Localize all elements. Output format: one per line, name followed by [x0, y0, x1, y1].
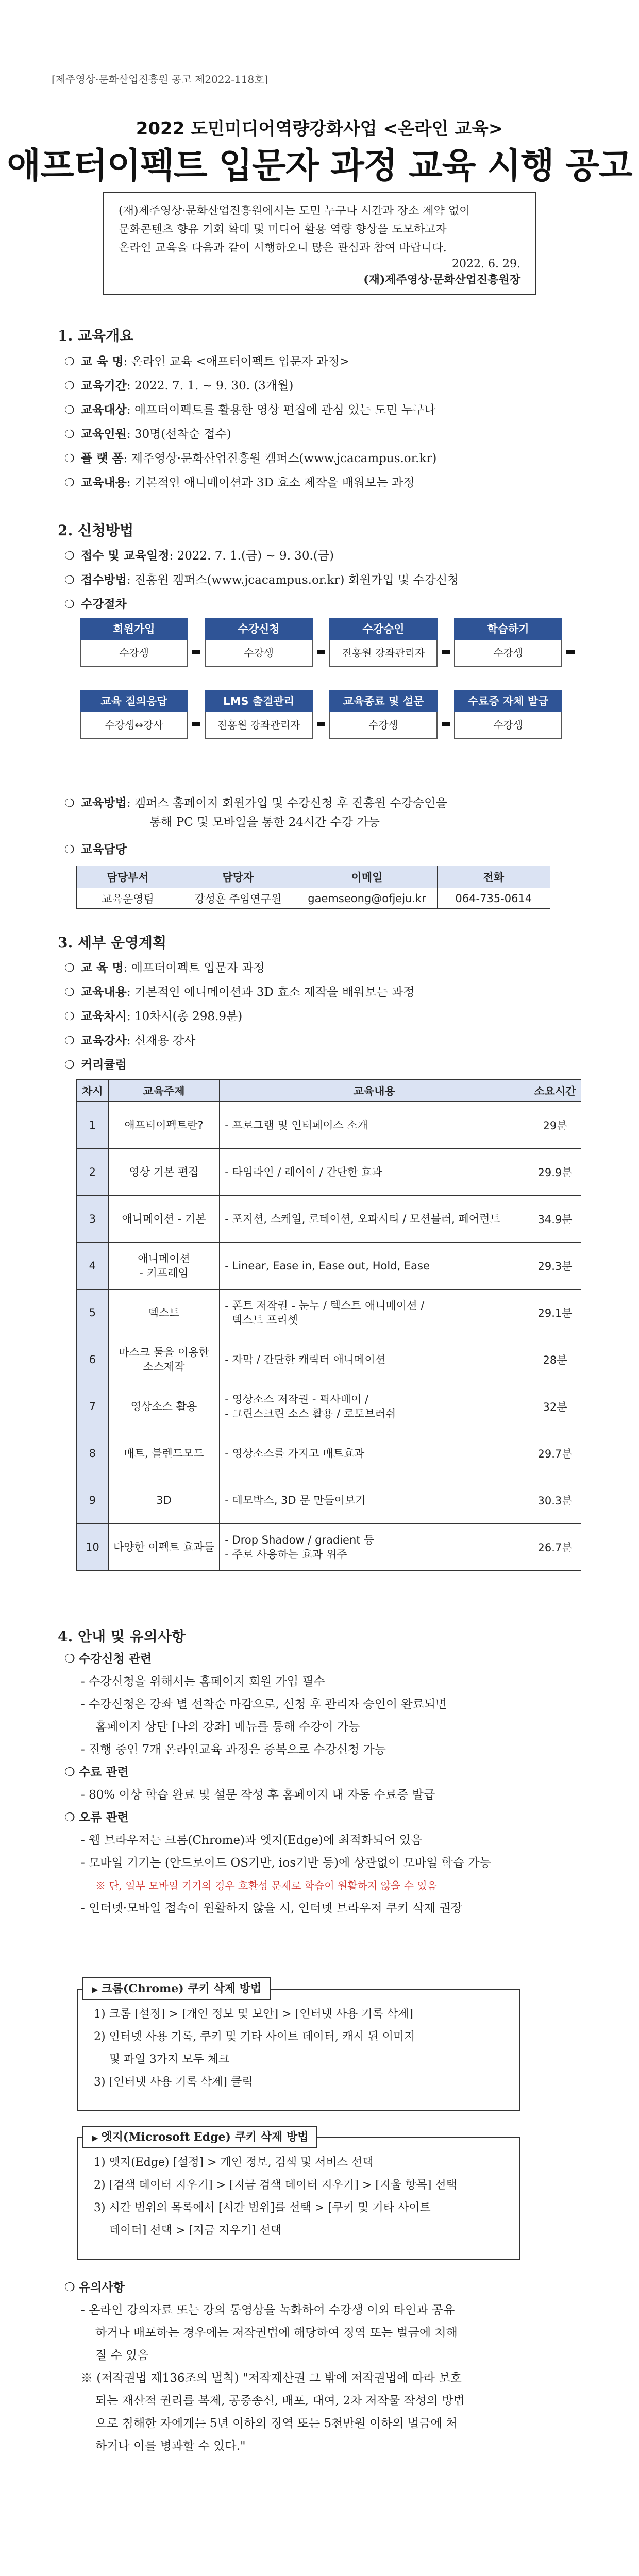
intro-date: 2022. 6. 29. — [452, 258, 520, 270]
page-title: 애프터이펙트 입문자 과정 교육 시행 공고 — [7, 146, 632, 187]
edge-tag: ▶ 엣지(Microsoft Edge) 쿠키 삭제 방법 — [82, 2126, 317, 2148]
intro-org: (재)제주영상·문화산업진흥원장 — [363, 273, 520, 286]
list-item: ❍ 교육방법: 캠퍼스 홈페이지 회원가입 및 수강신청 후 진흥원 수강승인을 통해 PC 및 모바일을 통한 24시간 수강 가능 — [64, 791, 580, 837]
email-link[interactable]: gaemseong@ofjeju.kr — [297, 888, 437, 909]
instruction-line: 2) 인터넷 사용 기록, 쿠키 및 기타 사이트 데이터, 캐시 된 이미지 — [94, 2030, 415, 2043]
curriculum-row — [77, 1243, 581, 1290]
circle-bullet-icon: ❍ — [64, 1652, 79, 1666]
instruction-line: 3) [인터넷 사용 기록 삭제] 클릭 — [94, 2076, 253, 2089]
flow-row — [80, 690, 575, 757]
flow-step: 학습하기 수강생 — [454, 618, 562, 667]
session-topic: 애니메이션 - 키프레임 — [108, 1243, 220, 1290]
instruction-line: 및 파일 3가지 모두 체크 — [109, 2053, 230, 2066]
note-line: 홈페이지 상단 [나의 강좌] 메뉴를 통해 수강이 가능 — [95, 1720, 360, 1734]
session-topic: 영상 기본 편집 — [108, 1149, 220, 1196]
curriculum-row — [77, 1336, 581, 1383]
curriculum-row — [77, 1290, 581, 1336]
session-duration: 26.7분 — [529, 1524, 581, 1571]
flow-step: 교육종료 및 설문 수강생 — [329, 690, 438, 739]
circle-bullet-icon: ❍ — [64, 1035, 75, 1047]
note-line: - 온라인 강의자료 또는 강의 동영상을 녹화하여 수강생 이외 타인과 공유 — [81, 2303, 455, 2317]
contact-table — [76, 866, 550, 909]
flow-connector — [566, 650, 575, 654]
plan-list — [64, 956, 580, 1077]
session-duration: 29.3분 — [529, 1243, 581, 1290]
session-number: 6 — [77, 1336, 109, 1383]
session-duration: 28분 — [529, 1336, 581, 1383]
section-title-overview: 1. 교육개요 — [58, 327, 134, 344]
list-item: ❍ 교육대상: 애프터이펙트를 활용한 영상 편집에 관심 있는 도민 누구나 — [64, 398, 580, 422]
session-number: 4 — [77, 1243, 109, 1290]
curriculum-row — [77, 1524, 581, 1571]
table-header-row: 차시 교육주제 교육내용 소요시간 — [77, 1080, 581, 1102]
flow-step: LMS 출결관리 진흥원 강좌관리자 — [205, 690, 313, 739]
flow-connector — [192, 722, 200, 726]
flow-step: 수강신청 수강생 — [205, 618, 313, 667]
subsection-title: ❍ 수료 관련 — [64, 1765, 129, 1779]
triangle-right-icon: ▶ — [92, 1985, 98, 1994]
note-line: ※ (저작권법 제136조의 벌칙) "저작재산권 그 밖에 저작권법에 따라 보호 — [81, 2371, 462, 2385]
session-duration: 29.1분 — [529, 1290, 581, 1336]
flow-connector — [192, 650, 200, 654]
session-content: - 자막 / 간단한 캐릭터 애니메이션 — [220, 1336, 529, 1383]
session-topic: 애니메이션 - 기본 — [108, 1196, 220, 1243]
circle-bullet-icon: ❍ — [64, 355, 75, 368]
session-duration: 29.7분 — [529, 1430, 581, 1477]
flow-step: 수료증 자체 발급 수강생 — [454, 690, 562, 739]
intro-line: 문화콘텐츠 향유 기회 확대 및 미디어 활용 역량 향상을 도모하고자 — [119, 223, 447, 236]
circle-bullet-icon: ❍ — [64, 1766, 79, 1779]
flow-connector — [317, 650, 325, 654]
list-item: ❍ 접수방법: 진흥원 캠퍼스(www.jcacampus.or.kr) 회원가입 및 수강신청 — [64, 568, 580, 592]
subsection-title: ❍ 수강신청 관련 — [64, 1652, 152, 1666]
intro-box — [103, 192, 536, 295]
flow-step: 교육 질의응답 수강생↔강사 — [80, 690, 188, 739]
session-content: - 포지션, 스케일, 로테이션, 오파시티 / 모션블러, 페어런트 — [220, 1196, 529, 1243]
chrome-instructions-box — [77, 1989, 520, 2111]
circle-bullet-icon: ❍ — [64, 1010, 75, 1023]
section-title-plan: 3. 세부 운영계획 — [58, 934, 167, 951]
list-item: ❍ 교육인원: 30명(선착순 접수) — [64, 422, 580, 446]
session-content: - 타임라인 / 레이어 / 간단한 효과 — [220, 1149, 529, 1196]
edge-instructions-box — [77, 2137, 520, 2260]
note-line: - 수강신청은 강좌 별 선착순 마감으로, 신청 후 관리자 승인이 완료되면 — [81, 1698, 447, 1711]
circle-bullet-icon: ❍ — [64, 986, 75, 999]
session-content: - 프로그램 및 인터페이스 소개 — [220, 1102, 529, 1149]
note-line: 질 수 있음 — [95, 2349, 149, 2362]
method-list — [64, 791, 580, 861]
subsection-title: ❍ 오류 관련 — [64, 1810, 129, 1824]
circle-bullet-icon: ❍ — [64, 477, 75, 489]
circle-bullet-icon: ❍ — [64, 428, 75, 441]
session-duration: 29분 — [529, 1102, 581, 1149]
session-number: 2 — [77, 1149, 109, 1196]
flow-step: 수강승인 진흥원 강좌관리자 — [329, 618, 438, 667]
session-duration: 29.9분 — [529, 1149, 581, 1196]
curriculum-row — [77, 1149, 581, 1196]
session-content: - Drop Shadow / gradient 등 - 주로 사용하는 효과 위주 — [220, 1524, 529, 1571]
warning-note: ※ 단, 일부 모바일 기기의 경우 호환성 문제로 학습이 원활하지 않을 수 있음 — [95, 1879, 437, 1892]
session-content: - 폰트 저작권 - 눈누 / 텍스트 애니메이션 / 텍스트 프리셋 — [220, 1290, 529, 1336]
instruction-line: 2) [검색 데이터 지우기] > [지금 검색 데이터 지우기] > [지울 항목] 선택 — [94, 2179, 457, 2192]
circle-bullet-icon: ❍ — [64, 2281, 79, 2294]
triangle-right-icon: ▶ — [92, 2133, 98, 2143]
enrollment-flow — [80, 618, 575, 757]
list-item: ❍ 교육차시: 10차시(총 298.9분) — [64, 1004, 580, 1028]
session-duration: 32분 — [529, 1383, 581, 1430]
circle-bullet-icon: ❍ — [64, 550, 75, 563]
session-number: 7 — [77, 1383, 109, 1430]
session-number: 1 — [77, 1102, 109, 1149]
chrome-tag: ▶ 크롬(Chrome) 쿠키 삭제 방법 — [82, 1977, 271, 2000]
note-line: 으로 침해한 자에게는 5년 이하의 징역 또는 5천만원 이하의 벌금에 처 — [95, 2417, 458, 2430]
note-line: - 인터넷·모바일 접속이 원활하지 않을 시, 인터넷 브라우저 쿠키 삭제 권장 — [81, 1902, 462, 1915]
list-item: ❍ 교육강사: 신재용 강사 — [64, 1028, 580, 1053]
list-item: ❍ 교육기간: 2022. 7. 1. ~ 9. 30. (3개월) — [64, 374, 580, 398]
table-row: 교육운영팀 강성훈 주임연구원 gaemseong@ofjeju.kr 064-735-0614 — [77, 888, 550, 909]
list-item: ❍ 교육내용: 기본적인 애니메이션과 3D 효소 제작을 배워보는 과정 — [64, 980, 580, 1004]
session-content: - Linear, Ease in, Ease out, Hold, Ease — [220, 1243, 529, 1290]
circle-bullet-icon: ❍ — [64, 380, 75, 393]
session-topic: 매트, 블렌드모드 — [108, 1430, 220, 1477]
session-number: 3 — [77, 1196, 109, 1243]
flow-step: 회원가입 수강생 — [80, 618, 188, 667]
instruction-line: 1) 엣지(Edge) [설정] > 개인 정보, 검색 및 서비스 선택 — [94, 2156, 374, 2169]
list-item: ❍ 교육담당 — [64, 837, 580, 861]
note-line: 되는 재산적 권리를 복제, 공중송신, 배포, 대여, 2차 저작물 작성의 방법 — [95, 2394, 465, 2408]
circle-bullet-icon: ❍ — [64, 404, 75, 417]
intro-line: (재)제주영상·문화산업진흥원에서는 도민 누구나 시간과 장소 제약 없이 — [119, 205, 470, 217]
session-topic: 다양한 이펙트 효과들 — [108, 1524, 220, 1571]
session-content: - 영상소스를 가지고 매트효과 — [220, 1430, 529, 1477]
caution-notes — [64, 2276, 590, 2458]
circle-bullet-icon: ❍ — [64, 843, 75, 856]
circle-bullet-icon: ❍ — [64, 598, 75, 611]
circle-bullet-icon: ❍ — [64, 962, 75, 975]
section-title-apply: 2. 신청방법 — [58, 522, 134, 539]
circle-bullet-icon: ❍ — [64, 1059, 75, 1072]
flow-row — [80, 618, 575, 685]
curriculum-table — [76, 1079, 581, 1571]
list-item: ❍ 교 육 명: 애프터이펙트 입문자 과정 — [64, 956, 580, 980]
note-line: - 웹 브라우저는 크롬(Chrome)과 엣지(Edge)에 최적화되어 있음 — [81, 1834, 423, 1847]
circle-bullet-icon: ❍ — [64, 797, 75, 810]
subsection-title: ❍ 유의사항 — [64, 2280, 125, 2294]
session-number: 10 — [77, 1524, 109, 1571]
instruction-line: 데이터] 선택 > [지금 지우기] 선택 — [109, 2224, 282, 2237]
note-line: - 진행 중인 7개 온라인교육 과정은 중복으로 수강신청 가능 — [81, 1743, 386, 1756]
session-number: 8 — [77, 1430, 109, 1477]
curriculum-row — [77, 1383, 581, 1430]
session-topic: 텍스트 — [108, 1290, 220, 1336]
circle-bullet-icon: ❍ — [64, 452, 75, 465]
intro-line: 온라인 교육을 다음과 같이 시행하오니 많은 관심과 참여 바랍니다. — [119, 242, 447, 255]
project-subtitle: 2022 도민미디어역량강화사업 <온라인 교육> — [136, 118, 503, 139]
circle-bullet-icon: ❍ — [64, 1811, 79, 1824]
session-topic: 마스크 툴을 이용한 소스제작 — [108, 1336, 220, 1383]
list-item: ❍ 수강절차 — [64, 592, 580, 616]
flow-connector — [442, 722, 450, 726]
intro-signature — [363, 257, 520, 287]
session-content: - 영상소스 저작권 - 픽사베이 / - 그린스크린 소스 활용 / 로토브러쉬 — [220, 1383, 529, 1430]
instruction-line: 3) 시간 범위의 목록에서 [시간 범위]를 선택 > [쿠키 및 기타 사이트 — [94, 2201, 431, 2214]
note-line: - 80% 이상 학습 완료 및 설문 작성 후 홈페이지 내 자동 수료증 발급 — [81, 1788, 435, 1802]
apply-notes — [64, 1648, 590, 1920]
list-item: ❍ 접수 및 교육일정: 2022. 7. 1.(금) ~ 9. 30.(금) — [64, 544, 580, 568]
curriculum-row — [77, 1102, 581, 1149]
session-content: - 데모박스, 3D 문 만들어보기 — [220, 1477, 529, 1524]
table-header-row: 담당부서 담당자 이메일 전화 — [77, 866, 550, 888]
session-number: 5 — [77, 1290, 109, 1336]
curriculum-row — [77, 1430, 581, 1477]
session-topic: 영상소스 활용 — [108, 1383, 220, 1430]
note-line: 하거나 배포하는 경우에는 저작권법에 해당하여 징역 또는 벌금에 처해 — [95, 2326, 458, 2340]
notice-number: [제주영상·문화산업진흥원 공고 제2022-118호] — [52, 73, 268, 86]
list-item: ❍ 커리큘럼 — [64, 1053, 580, 1077]
note-line: - 모바일 기기는 (안드로이드 OS기반, ios기반 등)에 상관없이 모바일 학습 가능 — [81, 1856, 491, 1870]
curriculum-row — [77, 1196, 581, 1243]
session-topic: 애프터이펙트란? — [108, 1102, 220, 1149]
flow-connector — [317, 722, 325, 726]
note-line: - 수강신청을 위해서는 홈페이지 회원 가입 필수 — [81, 1675, 325, 1688]
session-number: 9 — [77, 1477, 109, 1524]
session-duration: 30.3분 — [529, 1477, 581, 1524]
instruction-line: 1) 크롬 [설정] > [개인 정보 및 보안] > [인터넷 사용 기록 삭제] — [94, 2008, 413, 2021]
list-item: ❍ 교육내용: 기본적인 애니메이션과 3D 효소 제작을 배워보는 과정 — [64, 470, 580, 495]
flow-connector — [442, 650, 450, 654]
note-line: 하거나 이를 병과할 수 있다." — [95, 2439, 246, 2453]
curriculum-row — [77, 1477, 581, 1524]
session-duration: 34.9분 — [529, 1196, 581, 1243]
circle-bullet-icon: ❍ — [64, 574, 75, 587]
list-item: ❍ 교 육 명: 온라인 교육 <애프터이펙트 입문자 과정> — [64, 349, 580, 374]
list-item: ❍ 플 랫 폼: 제주영상·문화산업진흥원 캠퍼스(www.jcacampus.or.kr) — [64, 446, 580, 470]
apply-list — [64, 544, 580, 616]
overview-list — [64, 349, 580, 495]
session-topic: 3D — [108, 1477, 220, 1524]
section-title-notes: 4. 안내 및 유의사항 — [58, 1628, 186, 1645]
